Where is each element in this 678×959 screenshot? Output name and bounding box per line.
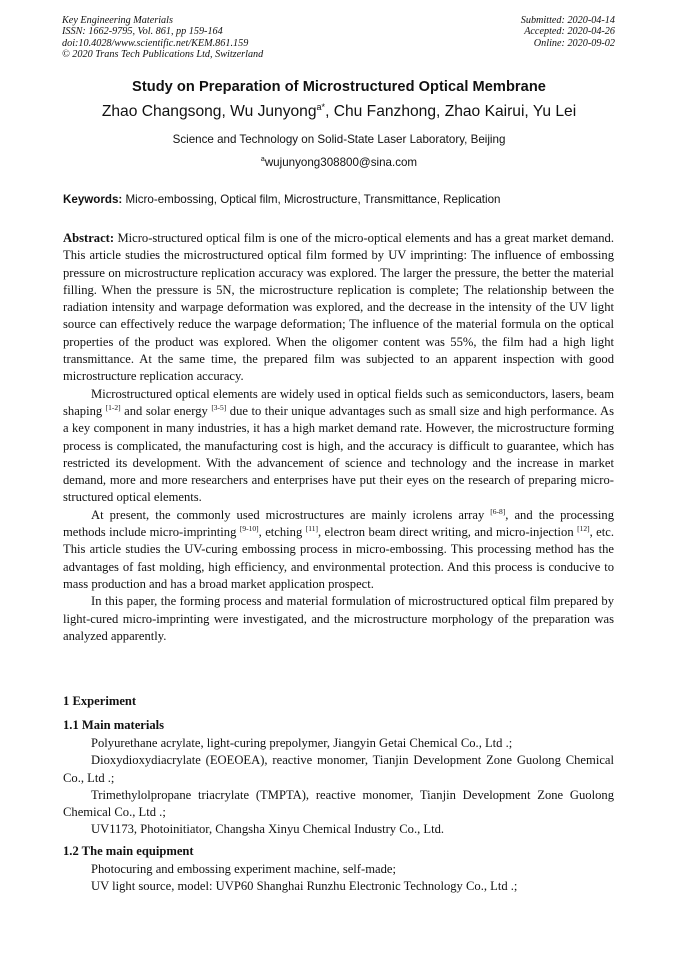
citation-ref[interactable]: [1-2] <box>105 402 121 412</box>
email-marker: a <box>260 156 265 164</box>
section-heading-experiment: 1 Experiment <box>63 694 137 708</box>
publication-dates <box>521 15 615 49</box>
citation-ref[interactable]: [6-8] <box>490 506 506 516</box>
submitted-date: Submitted: 2020-04-14 <box>520 15 615 26</box>
list-item: Polyurethane acrylate, light-curing prepolymer, Jiangyin Getai Chemical Co., Ltd .; <box>91 736 513 750</box>
citation-ref[interactable]: [12] <box>577 524 590 534</box>
equipment-list <box>63 861 614 896</box>
accepted-date: Accepted: 2020-04-26 <box>524 26 615 38</box>
journal-name: Key Engineering Materials <box>62 15 173 26</box>
intro-p2-text-a: At present, the commonly used microstructures are mainly icrolens array <box>91 507 491 522</box>
issn-line: ISSN: 1662-9795, Vol. 861, pp 159-164 <box>62 26 223 38</box>
intro-paragraph-3: In this paper, the forming process and material formulation of microstructured optical film prepared by light-cured micro-imprinting were investigated, and the microstructure morphology of the preparation was analyzed apparently. <box>63 594 614 643</box>
intro-p2-text-d: , electron beam direct writing, and micro-injection <box>317 525 574 540</box>
intro-p2-text-b: , and the processing methods include micro-imprinting <box>63 507 614 540</box>
keywords-text: Micro-embossing, Optical film, Microstructure, Transmittance, Replication <box>125 193 501 206</box>
citation-ref[interactable]: [3-5] <box>211 402 227 412</box>
intro-p1-text-a: Microstructured optical elements are widely used in optical fields such as semiconductors, lasers, beam shaping <box>63 386 614 418</box>
copyright-line: © 2020 Trans Tech Publications Ltd, Switzerland <box>62 49 264 61</box>
author-marker: a* <box>316 102 326 112</box>
list-item: UV1173, Photoinitiator, Changsha Xinyu Chemical Industry Co., Ltd. <box>91 822 445 837</box>
abstract-label: Abstract: <box>63 231 115 245</box>
keywords-line <box>63 193 615 206</box>
author-list <box>0 102 678 121</box>
authors-text-1: Zhao Changsong, Wu Junyong <box>101 103 317 121</box>
intro-paragraph-2 <box>63 507 614 593</box>
author-email[interactable] <box>0 156 678 169</box>
main-text <box>63 230 614 645</box>
intro-p1-text-c: due to their unique advantages such as small size and high performance. As a key component in many industries, it has a high market demand rate. However, the microstructure forming process is complicated, the manufacturing cost is high, and the accuracy is difficult to guarantee, which has restricted its development. With the advancement of science and technology and the increase in market demand, more and more researchers and enterprises have put their eyes on the research of preparing micro-structured optical elements. <box>63 403 614 505</box>
abstract-paragraph <box>63 230 614 386</box>
intro-p2-text-c: , etching <box>258 525 306 540</box>
intro-paragraph-1 <box>63 386 614 507</box>
affiliation: Science and Technology on Solid-State Laser Laboratory, Beijing <box>172 133 506 146</box>
intro-p1-text-b: and solar energy <box>120 403 208 418</box>
authors-text-2: , Chu Fanzhong, Zhao Kairui, Yu Lei <box>325 103 577 121</box>
list-item: Dioxydioxydiacrylate (EOEOEA), reactive monomer, Tianjin Development Zone Guolong Chemical Co., Ltd .; <box>63 753 614 785</box>
abstract-text: Micro-structured optical film is one of the micro-optical elements and has a great market demand. This article studies the microstructured optical film formed by UV imprinting: The influence of embossing pressure on microstructure replication accuracy was explored. The larger the pressure, the better the material filling. When the pressure is 5N, the microstructure replication is complete; The relationship between the radiation intensity and warpage deformation was explored, and the decrease in the intensity of the UV light source can effectively reduce the warpage deformation; The influence of the material formula on the optical properties of the product was explored. When the oligomer content was 55%, the film had a high light transmittance. At the same time, the prepared film was subjected to an apparent inspection with good microstructure replication accuracy. <box>63 231 614 384</box>
subsection-heading-equipment: 1.2 The main equipment <box>63 844 194 858</box>
online-date: Online: 2020-09-02 <box>533 37 615 49</box>
email-address[interactable]: wujunyong308800@sina.com <box>264 156 418 169</box>
subsection-heading-materials: 1.1 Main materials <box>63 718 165 732</box>
list-item: UV light source, model: UVP60 Shanghai Runzhu Electronic Technology Co., Ltd .; <box>91 879 518 894</box>
citation-ref[interactable]: [9-10] <box>239 524 259 534</box>
doi-line[interactable]: doi:10.4028/www.scientific.net/KEM.861.159 <box>62 37 249 49</box>
paper-title: Study on Preparation of Microstructured Optical Membrane <box>132 79 546 95</box>
intro-p2-text-e: , etc. This article studies the UV-curing embossing process in micro-embossing. This processing method has the advantages of fast molding, high efficiency, and environmental protection. And this process is conducive to mass production and has a broad market application prospect. <box>63 525 615 591</box>
keywords-label: Keywords: <box>63 193 123 206</box>
materials-list <box>63 735 614 839</box>
citation-ref[interactable]: [11] <box>305 524 318 534</box>
list-item: Trimethylolpropane triacrylate (TMPTA), reactive monomer, Tianjin Development Zone Guolong Chemical Co., Ltd .; <box>63 787 614 820</box>
list-item: Photocuring and embossing experiment machine, self-made; <box>91 862 396 876</box>
journal-info <box>62 15 263 61</box>
